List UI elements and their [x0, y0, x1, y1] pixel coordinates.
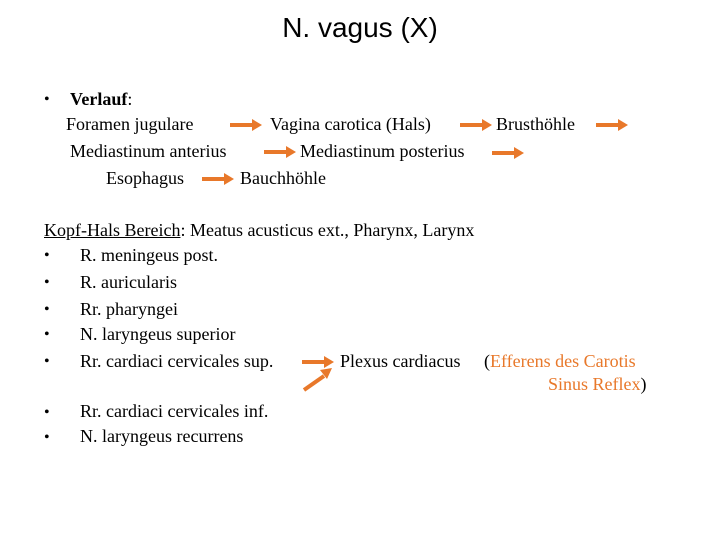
verlauf-vagina-carotica: Vagina carotica (Hals): [270, 114, 431, 134]
efferens-open-paren: (: [484, 351, 490, 371]
bullet: •: [44, 274, 50, 291]
arrow-icon: [262, 145, 298, 159]
verlauf-label: Verlauf: [70, 89, 128, 109]
verlauf-heading: [70, 88, 132, 110]
list-item: Rr. cardiaci cervicales inf.: [80, 401, 269, 421]
list-item: R. meningeus post.: [80, 245, 218, 265]
bullet: •: [44, 404, 50, 421]
verlauf-brusthoehle: Brusthöhle: [496, 114, 575, 134]
verlauf-bauchhoehle: Bauchhöhle: [240, 168, 326, 188]
plexus-cardiacus: Plexus cardiacus: [340, 351, 461, 371]
efferens-text-1: Efferens des Carotis: [490, 351, 636, 371]
list-item: R. auricularis: [80, 272, 177, 292]
list-item: N. laryngeus superior: [80, 324, 236, 344]
bullet: •: [44, 247, 50, 264]
bullet: •: [44, 91, 50, 108]
list-item: N. laryngeus recurrens: [80, 426, 244, 446]
verlauf-mediastinum-posterius: Mediastinum posterius: [300, 141, 465, 161]
efferens-close-paren: ): [640, 374, 647, 394]
bullet: •: [44, 353, 50, 370]
bullet: •: [44, 326, 50, 343]
efferens-line-1: [484, 350, 636, 372]
list-item: Rr. pharyngei: [80, 299, 178, 319]
verlauf-mediastinum-anterius: Mediastinum anterius: [70, 141, 227, 161]
verlauf-foramen-jugulare: Foramen jugulare: [66, 114, 194, 134]
kopf-hals-rest: : Meatus acusticus ext., Pharynx, Larynx: [180, 220, 475, 240]
page-title: N. vagus (X): [282, 12, 438, 43]
kopf-hals-heading: [44, 219, 474, 241]
kopf-hals-label: Kopf-Hals Bereich: [44, 220, 181, 240]
arrow-icon: [594, 118, 630, 132]
efferens-line-2: [548, 373, 647, 395]
arrow-icon: [490, 146, 526, 160]
diagonal-arrow-icon: [300, 364, 338, 394]
arrow-icon: [228, 118, 264, 132]
arrow-icon: [458, 118, 494, 132]
verlauf-esophagus: Esophagus: [106, 168, 184, 188]
bullet: •: [44, 429, 50, 446]
efferens-text-2: Sinus Reflex: [548, 374, 641, 394]
list-item: Rr. cardiaci cervicales sup.: [80, 351, 274, 371]
bullet: •: [44, 301, 50, 318]
arrow-icon: [200, 172, 236, 186]
verlauf-colon: :: [127, 89, 133, 109]
